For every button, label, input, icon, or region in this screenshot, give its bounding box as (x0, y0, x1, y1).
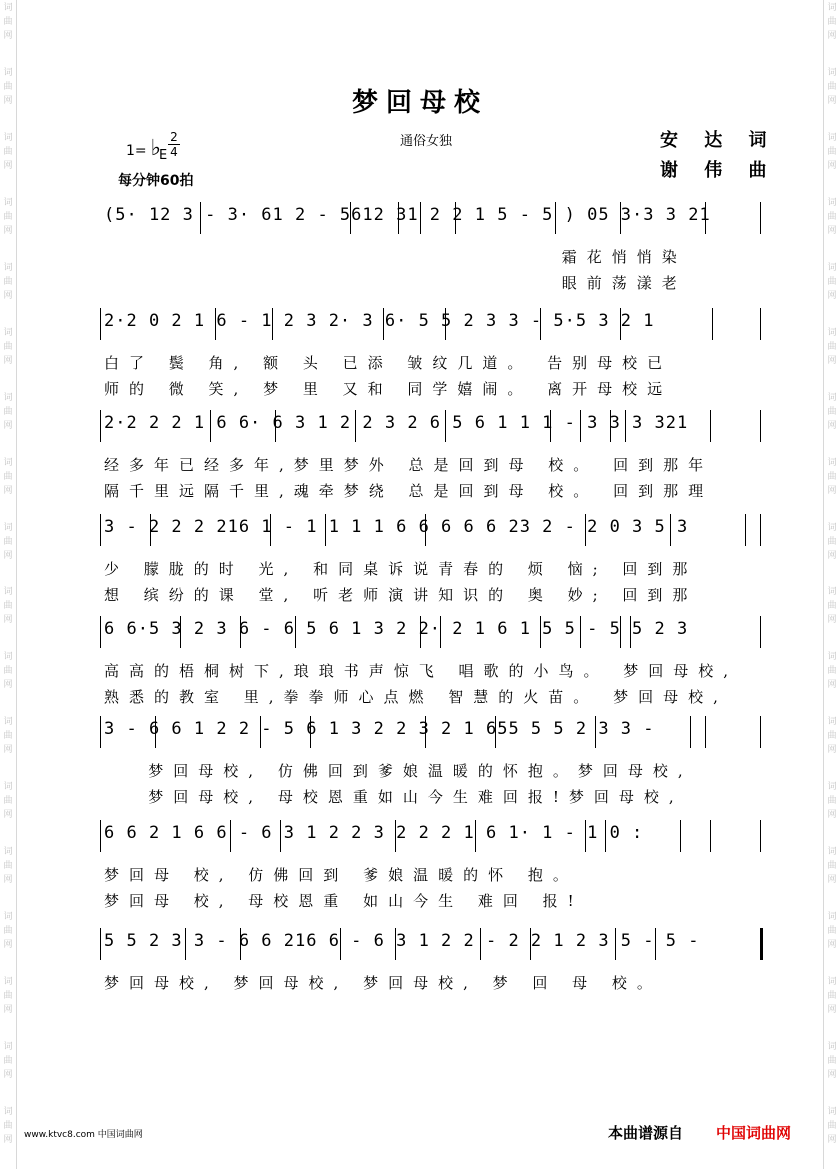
watermark-char: 曲 (827, 991, 837, 1002)
watermark-char: 网 (3, 225, 13, 236)
notation-text: 3 - 2 2 2 216 1 - 1 1 1 1 6 6 6 6 6 23 2 - 2 0 3 5 3 (104, 517, 689, 537)
footer-source-site: 中国词曲网 (716, 1124, 792, 1142)
meter-top: 2 (170, 130, 178, 144)
watermark-char: 曲 (3, 1056, 13, 1066)
watermark-char: 词 (3, 262, 13, 273)
tempo-marking: 每分钟60拍 (118, 173, 194, 189)
watermark-char: 曲 (827, 796, 837, 807)
lyric-line: 梦回母 校, 仿佛回到 爹娘温暖的怀 抱。 (104, 866, 578, 884)
watermark-char: 网 (3, 160, 13, 171)
watermark-char: 曲 (827, 81, 837, 92)
watermark-char: 词 (827, 717, 837, 728)
watermark-char: 词 (827, 522, 837, 533)
score-system (100, 200, 760, 296)
notation-line (100, 818, 760, 848)
watermark-char: 网 (827, 810, 837, 821)
notation-line (100, 200, 760, 230)
watermark-char: 词 (827, 392, 837, 403)
lyric-line: 眼前荡漾老 (104, 274, 687, 292)
watermark-char: 曲 (3, 861, 13, 872)
lyric-line: 熟悉的教室 里,拳拳师心点燃 智慧的火苗。 梦回母校, (104, 688, 728, 706)
watermark-char: 词 (3, 977, 13, 988)
watermark-char: 网 (827, 160, 837, 171)
watermark-char: 曲 (827, 211, 837, 222)
watermark-char: 曲 (3, 796, 13, 807)
watermark-char: 网 (827, 290, 837, 301)
watermark-char: 网 (3, 875, 13, 886)
watermark-char: 网 (827, 355, 837, 366)
watermark-char: 词 (3, 717, 13, 728)
watermark-char: 词 (3, 132, 13, 143)
watermark-char: 词 (3, 327, 13, 338)
watermark-char: 词 (3, 3, 13, 13)
lyric-line: 少 朦胧的时 光, 和同桌诉说青春的 烦 恼; 回到那 (104, 560, 698, 578)
key-signature (126, 136, 169, 161)
watermark-char: 网 (3, 745, 13, 756)
watermark-char: 网 (3, 680, 13, 691)
score-system (100, 926, 760, 996)
lyric-line: 梦回母校, 仿佛回到爹娘温暖的怀抱。梦回母校, (104, 762, 693, 780)
watermark-char: 网 (827, 615, 837, 626)
footer-source-label: 本曲谱源自 (608, 1124, 684, 1142)
notation-text: 3 - 6 6 1 2 2 - 5 6 1 3 2 2 3 2 1 655 5 5 2 3 3 - (104, 719, 655, 739)
lyric-line: 梦回母 校, 母校恩重 如山今生 难回 报! (104, 892, 584, 910)
notation-text: 2·2 2 2 1 6 6· 6 3 1 2 2 3 2 6 5 6 1 1 1 - 3 3 3 321 (104, 413, 689, 433)
watermark-char: 网 (3, 420, 13, 431)
notation-line (100, 512, 760, 542)
page-title: 梦回母校 (351, 88, 488, 118)
watermark-char: 词 (3, 197, 13, 208)
lyric-line: 梦回母校, 梦回母校, 梦回母校, 梦 回 母 校。 (104, 974, 662, 992)
key-letter: E (159, 148, 168, 163)
watermark-char: 曲 (3, 341, 13, 352)
notation-line (100, 306, 760, 336)
watermark-char: 曲 (827, 731, 837, 742)
score-system (100, 512, 760, 608)
watermark-char: 曲 (3, 536, 13, 547)
composer-credit: 谢 伟 曲 (660, 160, 777, 181)
footer-site: www.ktvc8.com 中国词曲网 (24, 1130, 143, 1140)
time-signature (168, 130, 180, 159)
performance-style: 通俗女独 (400, 134, 453, 149)
watermark-char: 曲 (827, 536, 837, 547)
watermark-char: 词 (827, 652, 837, 663)
notation-text: (5· 12 3 - 3· 61 2 - 5612 31 2 2 1 5 - 5 ) 05 3·3 3 21 (104, 205, 711, 225)
watermark-char: 网 (827, 1070, 837, 1080)
watermark-char: 网 (827, 680, 837, 691)
watermark-char: 词 (827, 457, 837, 468)
notation-line (100, 614, 760, 644)
notation-line (100, 408, 760, 438)
watermark-char: 曲 (3, 601, 13, 612)
notation-line (100, 926, 760, 956)
notation-text: 6 6·5 3 2 3 6 - 6 5 6 1 3 2 2· 2 1 6 1 5 5 - 5 5 2 3 (104, 619, 689, 639)
watermark-char: 网 (3, 615, 13, 626)
watermark-char: 网 (3, 290, 13, 301)
watermark-char: 词 (3, 457, 13, 468)
notation-text: 2·2 0 2 1 6 - 1 2 3 2· 3 6· 5 5 2 3 3 - 5·5 3 2 1 (104, 311, 655, 331)
watermark-char: 网 (827, 745, 837, 756)
watermark-char: 网 (827, 95, 837, 106)
watermark-char: 词 (3, 1106, 13, 1117)
watermark-char: 词 (827, 1106, 837, 1117)
watermark-char: 词 (827, 587, 837, 598)
watermark-char: 词 (3, 652, 13, 663)
watermark-char: 词 (3, 522, 13, 533)
watermark-char: 曲 (3, 666, 13, 677)
lyric-line: 高高的梧桐树下,琅琅书声惊飞 唱歌的小鸟。 梦回母校, (104, 662, 739, 680)
watermark-char: 网 (827, 1005, 837, 1016)
watermark-char: 网 (3, 95, 13, 106)
watermark-char: 网 (827, 485, 837, 496)
watermark-char: 词 (827, 67, 837, 78)
watermark-char: 曲 (827, 17, 837, 27)
score-system (100, 614, 760, 710)
lyric-line: 师的 微 笑, 梦 里 又和 同学嬉闹。 离开母校远 (104, 380, 673, 398)
watermark-char: 网 (827, 225, 837, 236)
watermark-char: 曲 (3, 731, 13, 742)
watermark-char: 网 (827, 31, 837, 41)
watermark-char: 词 (3, 587, 13, 598)
watermark-char: 曲 (827, 666, 837, 677)
lyric-line: 梦回母校, 母校恩重如山今生难回报!梦回母校, (104, 788, 684, 806)
watermark-char: 网 (3, 550, 13, 561)
watermark-char: 曲 (827, 341, 837, 352)
watermark-char: 网 (827, 875, 837, 886)
watermark-char: 曲 (3, 471, 13, 482)
watermark-char: 曲 (3, 81, 13, 92)
watermark-char: 曲 (3, 406, 13, 417)
watermark-char: 词 (827, 3, 837, 13)
watermark-char: 词 (827, 327, 837, 338)
watermark-char: 网 (827, 550, 837, 561)
lyric-line: 隔千里远隔千里,魂牵梦绕 总是回到母 校。 回到那理 (104, 482, 714, 500)
watermark-char: 曲 (827, 1120, 837, 1131)
watermark-char: 词 (827, 1042, 837, 1052)
watermark-char: 曲 (827, 1056, 837, 1066)
score-system (100, 818, 760, 914)
key-prefix: 1= (126, 143, 147, 159)
watermark-char: 网 (3, 1070, 13, 1080)
watermark-char: 词 (3, 847, 13, 858)
lyric-line: 白了 鬓 角, 额 头 已添 皱纹几道。 告别母校已 (104, 354, 673, 372)
lyric-line: 霜花悄悄染 (104, 248, 687, 266)
watermark-char: 曲 (3, 276, 13, 287)
watermark-char: 曲 (3, 146, 13, 157)
watermark-char: 网 (3, 1005, 13, 1016)
watermark-char: 曲 (3, 211, 13, 222)
flat-icon: ♭ (150, 136, 162, 161)
score-system (100, 408, 760, 504)
watermark-char: 曲 (827, 276, 837, 287)
watermark-char: 词 (3, 67, 13, 78)
notation-text: 5 5 2 3 3 - 6 6 216 6 - 6 3 1 2 2 - 2 2 1 2 3 5 - 5 - (104, 931, 700, 951)
watermark-char: 词 (3, 392, 13, 403)
left-watermark-strip (0, 0, 17, 1169)
watermark-char: 曲 (827, 861, 837, 872)
watermark-char: 网 (3, 940, 13, 951)
watermark-char: 词 (3, 912, 13, 923)
score-system (100, 714, 760, 810)
watermark-char: 网 (827, 1134, 837, 1145)
lyricist-credit: 安 达 词 (660, 130, 777, 151)
watermark-char: 词 (827, 912, 837, 923)
score-system (100, 306, 760, 402)
watermark-char: 网 (3, 485, 13, 496)
watermark-char: 词 (827, 847, 837, 858)
watermark-char: 曲 (827, 471, 837, 482)
meter-bottom: 4 (168, 144, 180, 159)
watermark-char: 词 (827, 197, 837, 208)
watermark-char: 网 (3, 810, 13, 821)
watermark-char: 网 (3, 31, 13, 41)
watermark-char: 词 (3, 782, 13, 793)
watermark-char: 曲 (3, 1120, 13, 1131)
watermark-char: 词 (827, 262, 837, 273)
watermark-char: 曲 (827, 146, 837, 157)
notation-line (100, 714, 760, 744)
watermark-char: 词 (827, 782, 837, 793)
right-watermark-strip (823, 0, 840, 1169)
watermark-char: 词 (3, 1042, 13, 1052)
notation-text: 6 6 2 1 6 6 - 6 3 1 2 2 3 2 2 2 1 6 1· 1 - 1 0 : (104, 823, 644, 843)
watermark-char: 曲 (3, 926, 13, 937)
lyric-line: 经多年已经多年,梦里梦外 总是回到母 校。 回到那年 (104, 456, 714, 474)
watermark-char: 网 (827, 940, 837, 951)
watermark-char: 曲 (827, 926, 837, 937)
watermark-char: 网 (3, 355, 13, 366)
watermark-char: 曲 (827, 406, 837, 417)
lyric-line: 想 缤纷的课 堂, 听老师演讲知识的 奥 妙; 回到那 (104, 586, 698, 604)
watermark-char: 网 (3, 1134, 13, 1145)
watermark-char: 曲 (827, 601, 837, 612)
watermark-char: 曲 (3, 991, 13, 1002)
watermark-char: 词 (827, 132, 837, 143)
watermark-char: 词 (827, 977, 837, 988)
watermark-char: 曲 (3, 17, 13, 27)
watermark-char: 网 (827, 420, 837, 431)
